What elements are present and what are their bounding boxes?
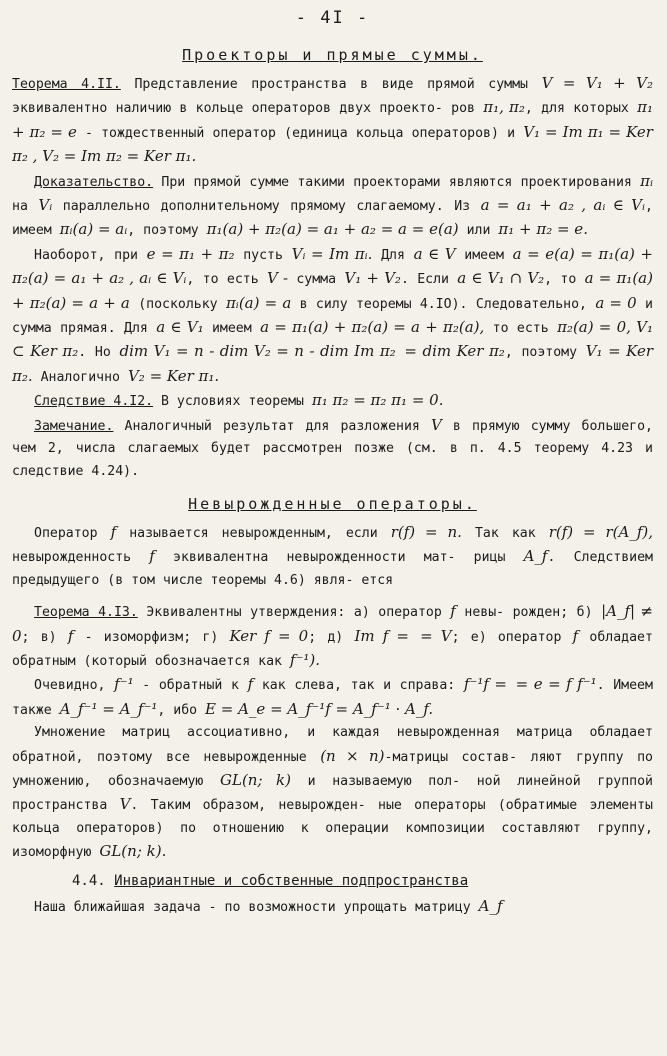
remark-label: Замечание. bbox=[34, 418, 114, 434]
nondegenerate-paragraph: Оператор f называется невырожденным, если r(f) = n. Так как r(f) = r(A_f), невырожденность f эквивалентна невырожденности мат- рицы A_f. Следствием предыдущего (в том числе теоремы 4.6) явля- ется bbox=[12, 522, 654, 588]
page-number: - 4I - bbox=[295, 8, 370, 28]
matrix-group-paragraph: Умножение матриц ассоциативно, и каждая невырожденная матрица обладает обратной, поэтому все невырожденные (n × n)-матрицы состав- ляют группу по умножению, обозначаемую GL(n; k) и называемую пол- ной линейной группой пространства V. Таким образом, невырожден- ные операторы (обратимые элементы кольца операторов) по отношению к операции композиции составляют группу, изоморфную GL(n; k). bbox=[12, 725, 653, 861]
theorem-label: Теорема 4.I3. bbox=[34, 605, 138, 621]
section-4-4-heading bbox=[72, 873, 653, 889]
formula: π₁, π₂ bbox=[483, 98, 525, 117]
section-title: Инвариантные и собственные подпространства bbox=[114, 872, 469, 889]
heading-text: Проекторы и прямые суммы. bbox=[182, 46, 483, 64]
last-line: Наша ближайшая задача - по возможности упрощать матрицу A_f bbox=[34, 896, 503, 915]
proof-paragraph-1: Доказательство. При прямой сумме такими проекторами являются проектирования πᵢ на Vᵢ параллельно дополнительному прямому слагаемому. Из a = a₁ + a₂ , aᵢ ∈ Vᵢ, имеем πᵢ(a) = aᵢ, поэтому π₁(a) + π₂(a) = a₁ + a₂ = a = e(a) или π₁ + π₂ = e. bbox=[12, 171, 653, 239]
theorem-label: Теорема 4.II. bbox=[12, 77, 121, 92]
corollary-4-12: Следствие 4.I2. В условиях теоремы π₁ π₂ = π₂ π₁ = 0. bbox=[34, 391, 444, 410]
remark: Замечание. Аналогичный результат для разложения V в прямую сумму большего, чем 2, числа слагаемых будет рассмотрен позже (см. в п. 4.5 теорему 4.23 и следствие 4.24). bbox=[12, 415, 653, 479]
section-heading-nondegenerate bbox=[12, 495, 653, 513]
heading-text: Невырожденные операторы. bbox=[188, 494, 477, 513]
formula: V₁ = Im π₁ = Ker π₂ , V₂ = Im π₂ = Ker π₁. bbox=[12, 122, 653, 166]
formula: π₁ + π₂ = e bbox=[12, 98, 653, 141]
obviously-paragraph: Очевидно, f⁻¹ - обратный к f как слева, так и справа: f⁻¹f = = e = f f⁻¹. Имеем также A_f⁻¹ = A_f⁻¹, ибо E = A_e = A_f⁻¹f = A_f⁻¹ · A_f. bbox=[12, 675, 653, 718]
theorem-4-13: Теорема 4.I3. Эквивалентны утверждения: а) оператор f невы- рожден; б) |A_f| ≠ 0; в) f - изоморфизм; г) Ker f = 0; д) Im f = = V; е) оператор f обладает обратным (который обозначается как f⁻¹). bbox=[12, 602, 653, 669]
theorem-4-11: Теорема 4.II. Представление пространства в виде прямой суммы V = V₁ + V₂ эквивалентно наличию в кольце операторов двух проекто- ров π₁, π₂, для которых π₁ + π₂ = e - тождественный оператор (единица кольца операторов) и V₁ = Im π₁ = Ker π₂ , V₂ = Im π₂ = Ker π₁. bbox=[12, 74, 653, 166]
corollary-label: Следствие 4.I2. bbox=[34, 394, 154, 410]
proof-label: Доказательство. bbox=[34, 174, 154, 190]
section-number: 4.4. bbox=[72, 872, 106, 889]
formula: V = V₁ + V₂ bbox=[541, 74, 653, 92]
section-heading-projectors bbox=[12, 46, 653, 64]
proof-paragraph-2: Наоборот, при e = π₁ + π₂ пусть Vᵢ = Im πᵢ. Для a ∈ V имеем a = e(a) = π₁(a) + π₂(a) = a₁ + a₂ , aᵢ ∈ Vᵢ, то есть V - сумма V₁ + V₂. Если a ∈ V₁ ∩ V₂, то a = π₁(a) + π₂(a) = a + a (поскольку πᵢ(a) = a в силу теоремы 4.IO). Следовательно, a = 0 и сумма прямая. Для a ∈ V₁ имеем a = π₁(a) + π₂(a) = a + π₂(a), то есть π₂(a) = 0, V₁ ⊂ Ker π₂. Но dim V₁ = n - dim V₂ = n - dim Im π₂ = dim Ker π₂, поэтому V₁ = Ker π₂. Аналогично V₂ = Ker π₁. bbox=[12, 244, 653, 385]
